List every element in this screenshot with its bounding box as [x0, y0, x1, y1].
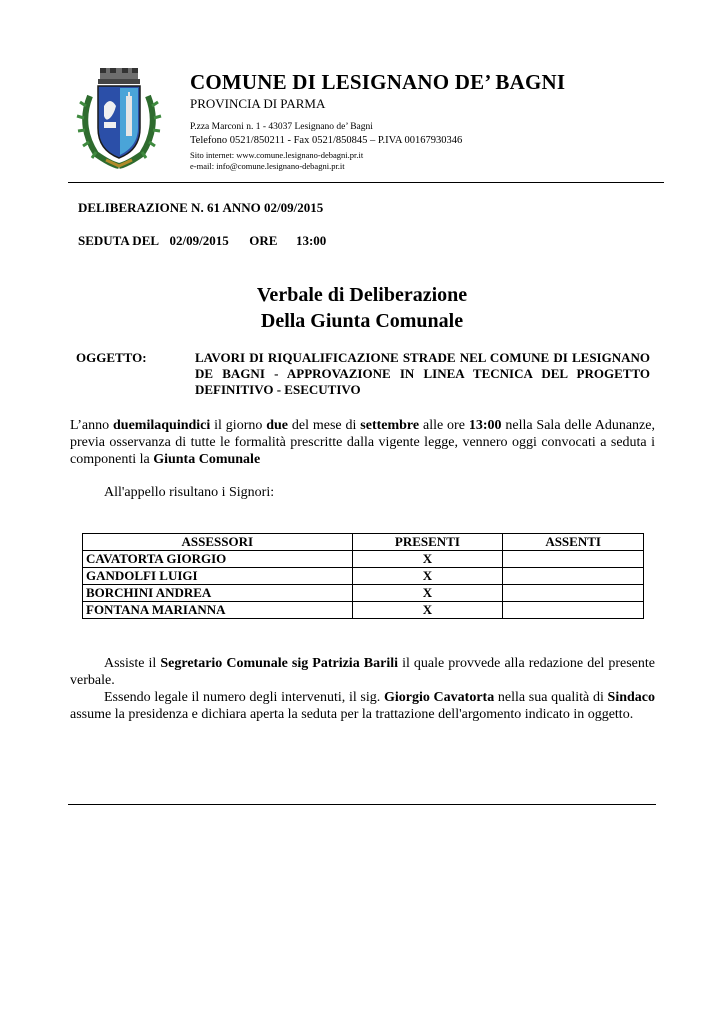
member-name: BORCHINI ANDREA — [83, 585, 353, 602]
member-present: X — [352, 551, 503, 568]
president-text-1: Essendo legale il numero degli intervenuti, il sig. — [104, 690, 384, 705]
table-row — [83, 568, 644, 585]
intro-day: due — [266, 418, 289, 433]
president-text-2: nella sua qualità di — [494, 690, 608, 705]
secretary-text-1: Assiste il — [104, 656, 161, 671]
municipality-website: Sito internet: www.comune.lesignano-debagni.pr.it — [190, 150, 364, 160]
president-paragraph — [70, 689, 655, 723]
member-present: X — [352, 585, 503, 602]
intro-text-4: alle ore — [419, 418, 469, 433]
session-time: 13:00 — [295, 233, 327, 248]
header-assenti: ASSENTI — [503, 534, 644, 551]
session-line — [78, 233, 326, 249]
intro-year: duemilaquindici — [113, 418, 211, 433]
intro-body: Giunta Comunale — [153, 452, 261, 467]
municipality-name: COMUNE DI LESIGNANO DE’ BAGNI — [190, 70, 566, 94]
subject-label: OGGETTO: — [76, 350, 147, 365]
intro-text-1: L’anno — [70, 418, 114, 433]
footer-divider — [68, 804, 656, 805]
president-text-3: assume la presidenza e dichiara aperta la seduta per la trattazione dell'argomento indicato in oggetto. — [70, 707, 634, 722]
table-row — [83, 602, 644, 619]
intro-hour: 13:00 — [468, 418, 502, 433]
header-assessori: ASSESSORI — [83, 534, 353, 551]
header-divider — [68, 182, 664, 183]
subject-text: LAVORI DI RIQUALIFICAZIONE STRADE NEL COMUNE DI LESIGNANO DE BAGNI - APPROVAZIONE IN LINEA TECNICA DEL PROGETTO DEFINITIVO - ESECUTIVO — [195, 350, 650, 397]
municipality-address: P.zza Marconi n. 1 - 43037 Lesignano de’ Bagni — [190, 122, 373, 132]
president-role: Sindaco — [607, 690, 656, 705]
member-absent — [503, 585, 644, 602]
intro-text-3: del mese di — [288, 418, 361, 433]
header-presenti: PRESENTI — [352, 534, 503, 551]
member-absent — [503, 602, 644, 619]
member-present: X — [352, 568, 503, 585]
deliberation-number: DELIBERAZIONE N. 61 ANNO 02/09/2015 — [78, 200, 324, 215]
table-row — [83, 585, 644, 602]
roll-call-text: All'appello risultano i Signori: — [104, 485, 275, 500]
member-present: X — [352, 602, 503, 619]
secretary-text-2: il quale provvede alla redazione del presente verbale. — [70, 656, 656, 688]
attendance-table — [82, 533, 644, 619]
member-absent — [503, 568, 644, 585]
intro-text-2: il giorno — [210, 418, 267, 433]
member-absent — [503, 551, 644, 568]
document-subtitle: Della Giunta Comunale — [260, 310, 464, 332]
secretary-paragraph — [70, 655, 655, 689]
municipal-crest-logo — [76, 66, 162, 170]
president-name: Giorgio Cavatorta — [383, 690, 495, 705]
time-label: ORE — [249, 233, 278, 248]
member-name: GANDOLFI LUIGI — [83, 568, 353, 585]
province-name: PROVINCIA DI PARMA — [190, 96, 326, 111]
intro-paragraph — [70, 417, 655, 468]
session-label: SEDUTA DEL — [78, 233, 160, 248]
session-date: 02/09/2015 — [169, 233, 229, 248]
member-name: CAVATORTA GIORGIO — [83, 551, 353, 568]
member-name: FONTANA MARIANNA — [83, 602, 353, 619]
municipality-email: e-mail: info@comune.lesignano-debagni.pr.it — [190, 161, 345, 171]
document-title: Verbale di Deliberazione — [256, 284, 468, 306]
intro-month: settembre — [360, 418, 420, 433]
table-row — [83, 551, 644, 568]
secretary-role: Segretario Comunale sig Patrizia Barili — [160, 656, 398, 671]
intro-text-5: nella Sala delle Adunanze, previa osservanza di tutte le formalità prescritte dalla vigente legge, vennero oggi convocati a seduta i componenti la — [70, 418, 655, 467]
table-header-row — [83, 534, 644, 551]
municipality-phone: Telefono 0521/850211 - Fax 0521/850845 – P.IVA 00167930346 — [190, 135, 463, 146]
